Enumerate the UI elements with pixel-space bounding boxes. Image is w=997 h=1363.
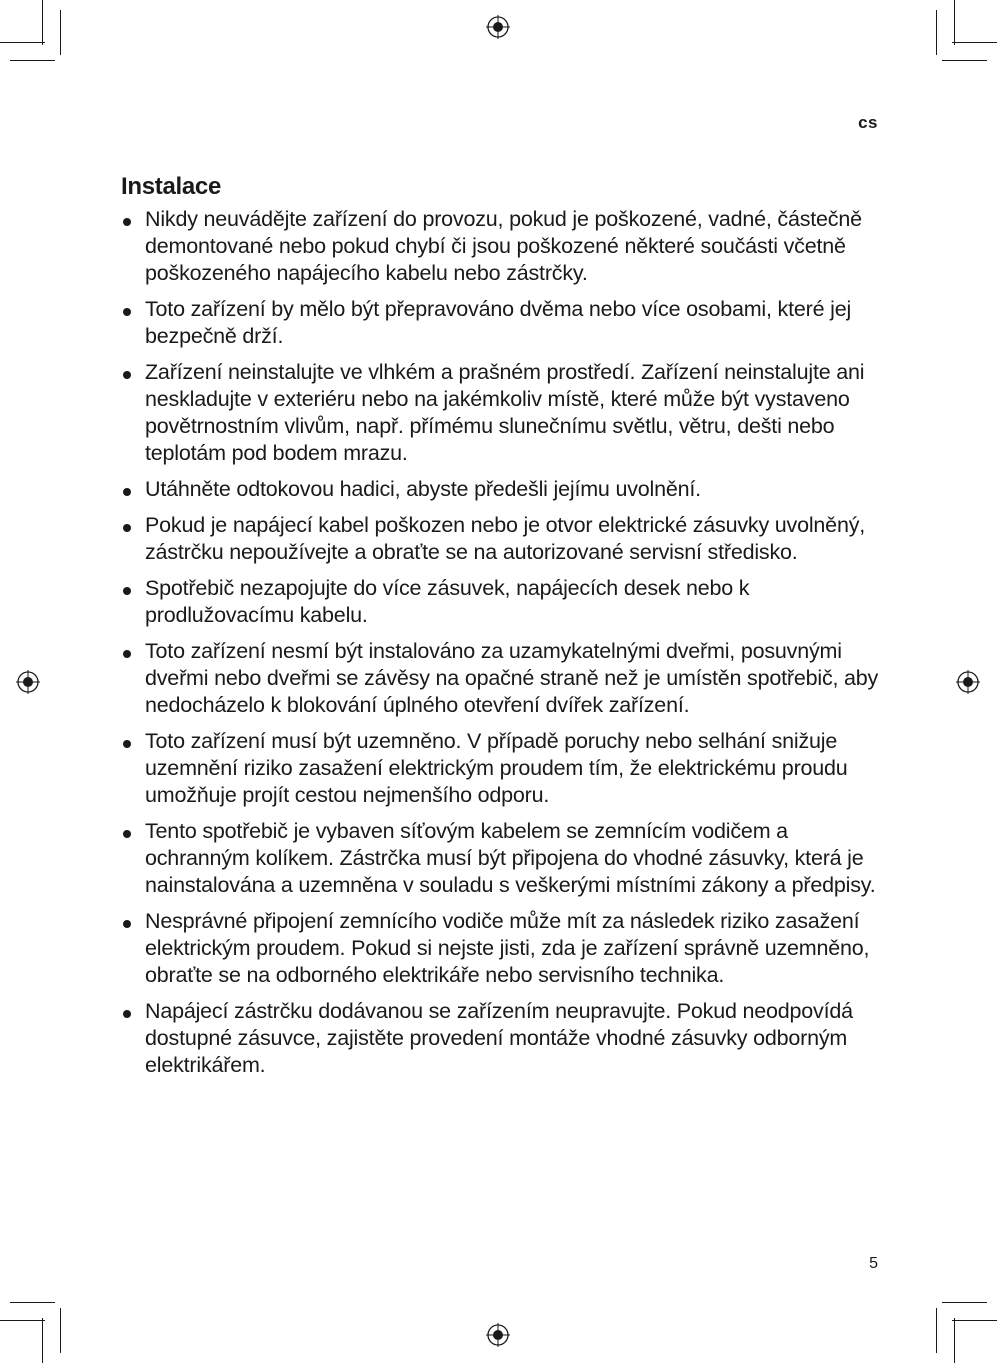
page-number: 5 [869, 1255, 878, 1272]
bullet-icon [123, 371, 131, 379]
list-item-text: Nesprávné připojení zemnícího vodiče může mít za následek riziko zasažení elektrickým proudem. Pokud si nejste jisti, zda je zařízení správně uzemněno, obraťte se na odborného elektrikáře nebo servisního technika. [145, 909, 870, 987]
crop-mark-icon [936, 10, 937, 55]
list-item [121, 296, 881, 350]
list-item-text: Pokud je napájecí kabel poškozen nebo je otvor elektrické zásuvky uvolněný, zástrčku nepoužívejte a obraťte se na autorizované servisní středisko. [145, 513, 866, 564]
list-item-text: Toto zařízení musí být uzemněno. V případě poruchy nebo selhání snižuje uzemnění riziko zasažení elektrickým proudem tím, že elektrickému proudu umožňuje projít cestou nejmenšího odporu. [145, 729, 848, 807]
section-heading: Instalace [121, 173, 222, 200]
list-item [121, 908, 881, 989]
crop-mark-icon [942, 60, 987, 61]
list-item [121, 359, 881, 467]
list-item [121, 512, 881, 566]
language-code: cs [858, 113, 878, 132]
crop-mark-icon [936, 1308, 937, 1353]
bullet-icon [123, 587, 131, 595]
bullet-icon [123, 488, 131, 496]
crop-mark-icon [42, 0, 43, 45]
list-item [121, 575, 881, 629]
bullet-icon [123, 740, 131, 748]
list-item-text: Spotřebič nezapojujte do více zásuvek, napájecích desek nebo k prodlužovacímu kabelu. [145, 576, 750, 627]
registration-target-icon [16, 670, 40, 694]
crop-mark-icon [10, 1302, 55, 1303]
crop-mark-icon [0, 42, 45, 43]
crop-mark-icon [60, 10, 61, 55]
crop-mark-icon [954, 0, 955, 45]
bullet-icon [123, 1010, 131, 1018]
crop-mark-icon [0, 1320, 45, 1321]
list-item-text: Toto zařízení by mělo být přepravováno dvěma nebo více osobami, které jej bezpečně drží. [145, 297, 852, 348]
crop-mark-icon [952, 42, 997, 43]
bullet-icon [123, 524, 131, 532]
registration-target-icon [486, 1323, 510, 1347]
list-item [121, 998, 881, 1079]
crop-mark-icon [954, 1318, 955, 1363]
crop-mark-icon [60, 1308, 61, 1353]
bullet-icon [123, 920, 131, 928]
list-item [121, 728, 881, 809]
list-item [121, 818, 881, 899]
bullet-icon [123, 830, 131, 838]
registration-target-icon [486, 15, 510, 39]
instruction-list [121, 206, 881, 1088]
registration-target-icon [956, 670, 980, 694]
list-item [121, 206, 881, 287]
list-item-text: Utáhněte odtokovou hadici, abyste předešli jejímu uvolnění. [145, 477, 701, 501]
crop-mark-icon [42, 1318, 43, 1363]
crop-mark-icon [952, 1320, 997, 1321]
bullet-icon [123, 218, 131, 226]
list-item-text: Toto zařízení nesmí být instalováno za uzamykatelnými dveřmi, posuvnými dveřmi nebo dveřmi se závěsy na opačné straně než je umístěn spotřebič, aby nedocházelo k blokování úplného otevření dvířek zařízení. [145, 639, 879, 717]
list-item [121, 638, 881, 719]
list-item-text: Nikdy neuvádějte zařízení do provozu, pokud je poškozené, vadné, částečně demontované nebo pokud chybí či jsou poškozené některé součásti včetně poškozeného napájecího kabelu nebo zástrčky. [145, 207, 862, 285]
crop-mark-icon [942, 1302, 987, 1303]
list-item-text: Zařízení neinstalujte ve vlhkém a prašném prostředí. Zařízení neinstalujte ani neskladujte v exteriéru nebo na jakémkoliv místě, které může být vystaveno povětrnostním vlivům, např. přímému slunečnímu světlu, větru, dešti nebo teplotám pod bodem mrazu. [145, 360, 865, 465]
list-item [121, 476, 881, 503]
crop-mark-icon [10, 60, 55, 61]
bullet-icon [123, 308, 131, 316]
bullet-icon [123, 650, 131, 658]
list-item-text: Tento spotřebič je vybaven síťovým kabelem se zemnícím vodičem a ochranným kolíkem. Zástrčka musí být připojena do vhodné zásuvky, která je nainstalována a uzemněna v souladu s veškerými místními zákony a předpisy. [145, 819, 876, 897]
list-item-text: Napájecí zástrčku dodávanou se zařízením neupravujte. Pokud neodpovídá dostupné zásuvce, zajistěte provedení montáže vhodné zásuvky odborným elektrikářem. [145, 999, 853, 1077]
